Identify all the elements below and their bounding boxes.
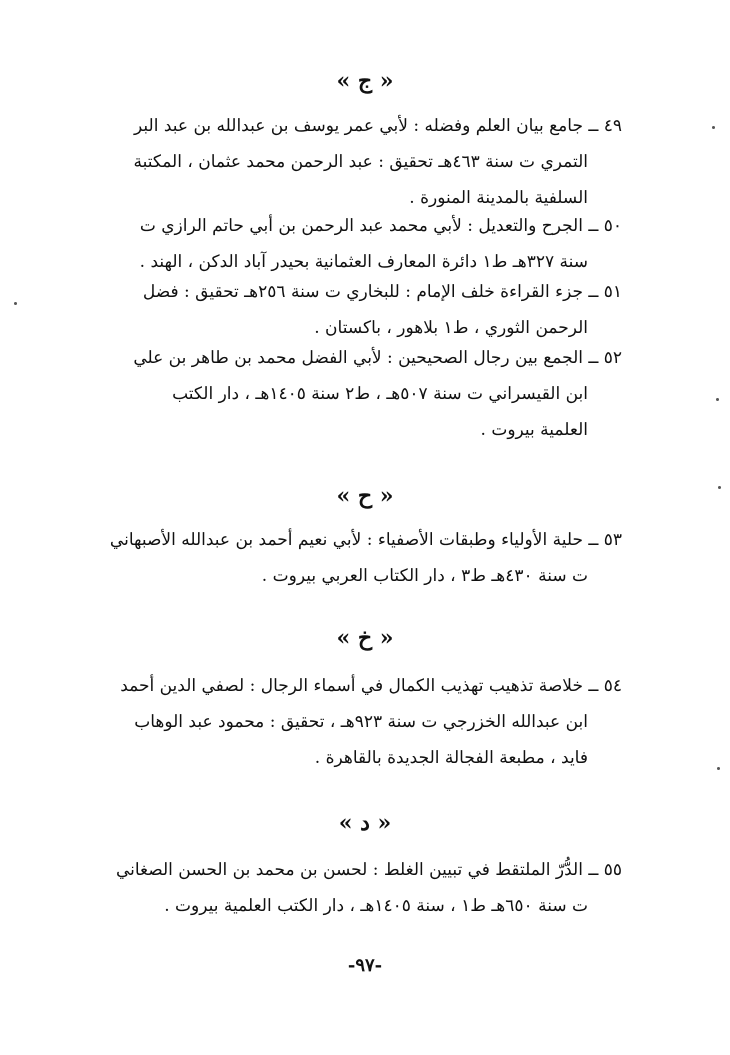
bibliography-entry-55 — [82, 852, 622, 924]
entry-49-line-1: ٤٩ ــ جامع بيان العلم وفضله : لأبي عمر يوسف بن عبدالله بن عبد البر — [134, 116, 622, 136]
entry-53-line-2: ت سنة ٤٣٠هـ ط٣ ، دار الكتاب العربي بيروت . — [261, 566, 588, 586]
scan-speck — [712, 126, 715, 129]
scan-speck — [716, 398, 719, 401]
entry-49-line-3: السلفية بالمدينة المنورة . — [409, 188, 588, 208]
section-heading-kha: « خ » — [336, 625, 394, 651]
section-heading-dal: « د » — [338, 810, 392, 836]
scan-speck — [14, 302, 17, 305]
bibliography-entry-52 — [82, 340, 622, 448]
bibliography-entry-54 — [82, 668, 622, 776]
entry-51-line-2: الرحمن الثوري ، ط١ بلاهور ، باكستان . — [314, 318, 588, 338]
entry-52-line-1: ٥٢ ــ الجمع بين رجال الصحيحين : لأبي الفضل محمد بن طاهر بن علي — [133, 348, 622, 368]
bibliography-entry-50 — [82, 208, 622, 280]
entry-49-line-2: التمري ت سنة ٤٦٣هـ تحقيق : عبد الرحمن محمد عثمان ، المكتبة — [133, 152, 588, 172]
entry-55-line-2: ت سنة ٦٥٠هـ ط١ ، سنة ١٤٠٥هـ ، دار الكتب العلمية بيروت . — [164, 896, 588, 916]
entry-50-line-2: سنة ٣٢٧هـ ط١ دائرة المعارف العثمانية بحيدر آباد الدكن ، الهند . — [139, 252, 588, 272]
entry-54-line-2: ابن عبدالله الخزرجي ت سنة ٩٢٣هـ ، تحقيق : محمود عبد الوهاب — [134, 712, 588, 732]
section-heading-jim: « ج » — [336, 68, 394, 94]
entry-51-line-1: ٥١ ــ جزء القراءة خلف الإمام : للبخاري ت سنة ٢٥٦هـ تحقيق : فضل — [142, 282, 622, 302]
page-number: -٩٧- — [347, 955, 383, 976]
section-heading-ha: « ح » — [336, 483, 394, 509]
scan-speck — [717, 767, 720, 770]
entry-52-line-2: ابن القيسراني ت سنة ٥٠٧هـ ، ط٢ سنة ١٤٠٥هـ ، دار الكتب — [172, 384, 588, 404]
bibliography-entry-51 — [82, 274, 622, 346]
entry-54-line-1: ٥٤ ــ خلاصة تذهيب تهذيب الكمال في أسماء الرجال : لصفي الدين أحمد — [120, 676, 622, 696]
bibliography-entry-53 — [82, 522, 622, 594]
scan-speck — [718, 486, 721, 489]
entry-54-line-3: فايد ، مطبعة الفجالة الجديدة بالقاهرة . — [314, 748, 588, 768]
entry-52-line-3: العلمية بيروت . — [480, 420, 588, 440]
entry-55-line-1: ٥٥ ــ الدُّرّ الملتقط في تبيين الغلط : لحسن بن محمد بن الحسن الصغاني — [115, 860, 622, 880]
entry-50-line-1: ٥٠ ــ الجرح والتعديل : لأبي محمد عبد الرحمن بن أبي حاتم الرازي ت — [139, 216, 622, 236]
entry-53-line-1: ٥٣ ــ حلية الأولياء وطبقات الأصفياء : لأبي نعيم أحمد بن عبدالله الأصبهاني — [109, 530, 622, 550]
bibliography-entry-49 — [82, 108, 622, 216]
